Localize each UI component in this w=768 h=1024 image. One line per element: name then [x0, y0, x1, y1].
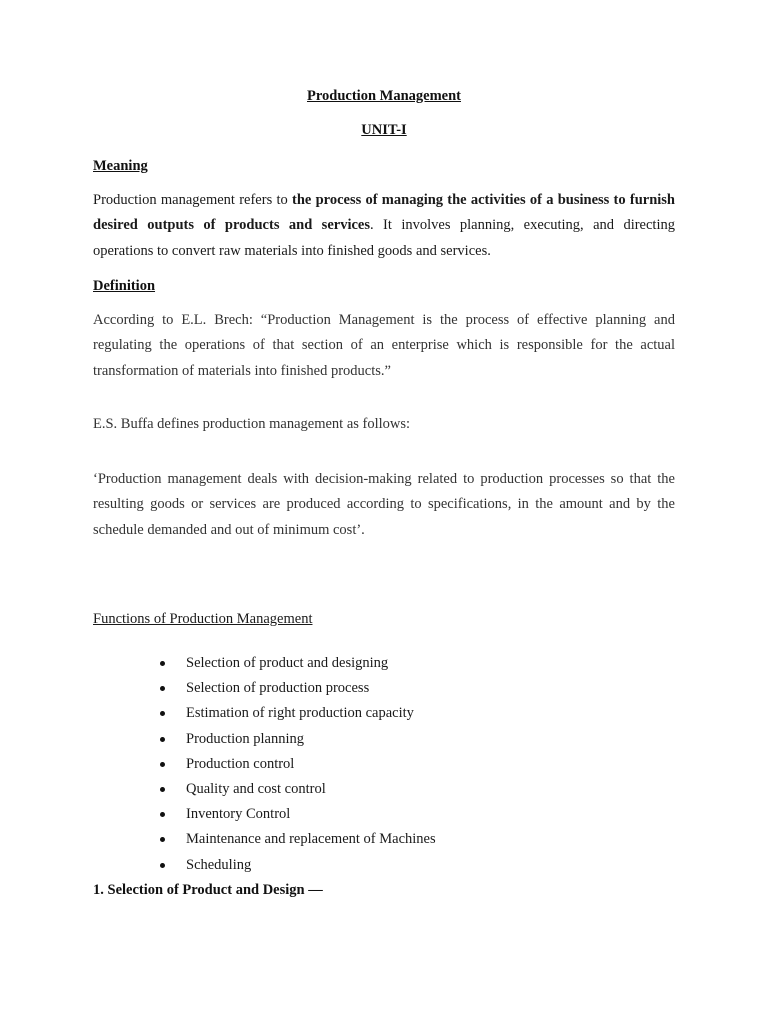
bullet-icon [160, 686, 165, 691]
section-1-heading: 1. Selection of Product and Design — [93, 882, 323, 898]
list-item-label: Production planning [186, 730, 305, 747]
list-item [160, 777, 436, 802]
bullet-icon [160, 787, 165, 792]
list-item-label: Selection of production process [186, 680, 370, 697]
buffa-intro: E.S. Buffa defines production management as follows: [93, 416, 411, 432]
list-item [160, 651, 436, 676]
bullet-icon [160, 812, 165, 817]
list-item-label: Quality and cost control [186, 780, 326, 797]
list-item [160, 802, 436, 827]
unit-heading: UNIT-I [361, 122, 407, 138]
list-item [160, 701, 436, 726]
bullet-icon [160, 661, 165, 666]
document-title: Production Management [307, 88, 461, 104]
list-item-label: Production control [186, 755, 295, 772]
meaning-text-start: Production management refers to [93, 192, 292, 208]
bullet-icon [160, 837, 165, 842]
list-item [160, 827, 436, 852]
meaning-heading: Meaning [93, 158, 148, 174]
functions-heading: Functions of Production Management [93, 611, 313, 627]
bullet-icon [160, 711, 165, 716]
meaning-text-bold: the process of managing the activities of a business to furnish desired outputs of products and services [93, 192, 675, 234]
functions-list [160, 651, 436, 878]
meaning-paragraph [93, 188, 675, 264]
list-item-label: Scheduling [186, 856, 252, 873]
brech-definition: According to E.L. Brech: “Production Management is the process of effective planning and regulating the operations of that section of an enterprise which is responsible for the actual transformation of materials into finished products.” [93, 312, 675, 379]
bullet-icon [160, 762, 165, 767]
list-item [160, 752, 436, 777]
bullet-icon [160, 737, 165, 742]
list-item [160, 853, 436, 878]
list-item-label: Selection of product and designing [186, 655, 389, 671]
meaning-text-end: . It involves planning, executing, and directing operations to convert raw materials into finished goods and services. [93, 217, 675, 259]
buffa-quote: ‘Production management deals with decision-making related to production processes so that the resulting goods or services are produced according to specifications, in the amount and by the schedule demanded and out of minimum cost’. [93, 471, 675, 538]
list-item-label: Estimation of right production capacity [186, 705, 414, 722]
bullet-icon [160, 863, 165, 868]
list-item-label: Inventory Control [186, 806, 291, 823]
list-item-label: Maintenance and replacement of Machines [186, 831, 436, 848]
list-item [160, 727, 436, 752]
list-item [160, 676, 436, 701]
definition-heading: Definition [93, 278, 156, 294]
